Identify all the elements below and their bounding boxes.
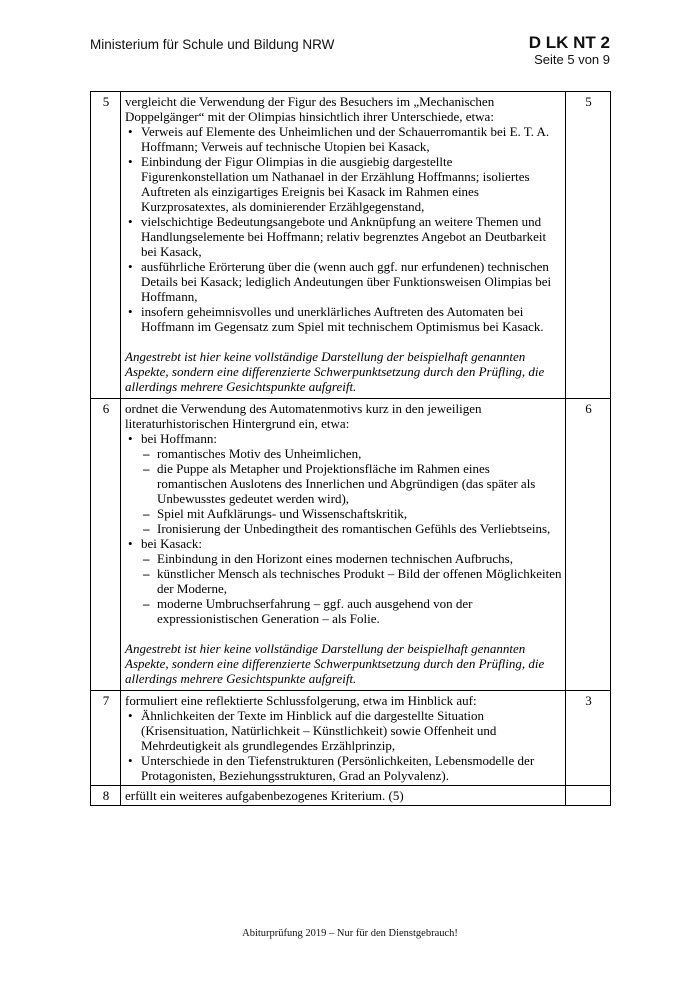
criterion-note: Angestrebt ist hier keine vollständige Darstellung der beispielhaft genannten Aspekte, sondern eine differenzierte Schwerpunktsetzung durch den Prüfling, die allerdings mehrere Gesichtspunkte aufgreift.: [125, 641, 545, 686]
list-item: • Verweis auf Elemente des Unheimlichen und der Schauerromantik bei E. T. A. Hoffmann; Verweis auf technische Utopien bei Kasack,: [125, 124, 562, 154]
criterion-row-5: [91, 92, 611, 399]
criterion-points: 5: [566, 92, 611, 399]
page-footer: Abiturprüfung 2019 – Nur für den Dienstgebrauch!: [242, 928, 458, 939]
list-item: [125, 431, 562, 536]
criterion-number: 7: [91, 691, 121, 786]
criterion-points: 3: [566, 691, 611, 786]
list-item: • Ähnlichkeiten der Texte im Hinblick auf die dargestellte Situation (Krisensituation, Natürlichkeit – Künstlichkeit) sowie Offenheit und Mehrdeutigkeit als grundlegendes Erzählprinzip,: [125, 708, 562, 753]
dash-list: [141, 551, 562, 626]
sub-item: – Spiel mit Aufklärungs- und Wissenschaftskritik,: [141, 506, 562, 521]
group-label: bei Kasack:: [141, 536, 203, 551]
document-code: D LK NT 2: [528, 33, 610, 52]
list-item: • insofern geheimnisvolles und unerklärliches Auftreten des Automaten bei Hoffmann im Gegensatz zum Spiel mit technischem Optimismus bei Kasack.: [125, 304, 562, 334]
document-header: [529, 33, 610, 67]
criterion-intro: ordnet die Verwendung des Automatenmotivs kurz in den jeweiligen literaturhistorischen Hintergrund ein, etwa:: [125, 401, 482, 431]
criterion-description: [121, 399, 566, 691]
sub-item: – Einbindung in den Horizont eines modernen technischen Aufbruchs,: [141, 551, 562, 566]
criterion-row-7: [91, 691, 611, 786]
criterion-note: Angestrebt ist hier keine vollständige Darstellung der beispielhaft genannten Aspekte, sondern eine differenzierte Schwerpunktsetzung durch den Prüfling, die allerdings mehrere Gesichtspunkte aufgreift.: [125, 349, 545, 394]
criterion-description: [121, 691, 566, 786]
sub-item: – Ironisierung der Unbedingtheit des romantischen Gefühls des Verliebtseins,: [141, 521, 562, 536]
ministry-name: Ministerium für Schule und Bildung NRW: [90, 37, 335, 52]
criterion-intro: vergleicht die Verwendung der Figur des Besuchers im „Mechanischen Doppelgänger“ mit der Olimpias hinsichtlich ihrer Unterschiede, etwa:: [125, 94, 495, 124]
list-item: • vielschichtige Bedeutungsangebote und Anknüpfung an weitere Themen und Handlungselemente bei Hoffmann; relativ begrenztes Angebot an Deutbarkeit bei Kasack,: [125, 214, 562, 259]
criterion-points: 6: [566, 399, 611, 691]
sub-item: – künstlicher Mensch als technisches Produkt – Bild der offenen Möglichkeiten der Moderne,: [141, 566, 562, 596]
sub-item: – die Puppe als Metapher und Projektionsfläche im Rahmen eines romantischen Auslotens des Innerlichen und Abgründigen (das später als Unbewusstes gedeutet werden wird),: [141, 461, 562, 506]
criterion-number: 5: [91, 92, 121, 399]
sub-item: – romantisches Motiv des Unheimlichen,: [141, 446, 562, 461]
criterion-row-8: [91, 786, 611, 806]
sub-item: – moderne Umbruchserfahrung – ggf. auch ausgehend von der expressionistischen Generation – als Folie.: [141, 596, 562, 626]
bullet-list: [125, 124, 562, 334]
criterion-description: [121, 92, 566, 399]
criterion-row-6: [91, 399, 611, 691]
criterion-points: [566, 786, 611, 806]
criterion-description: [121, 786, 566, 806]
criterion-number: 6: [91, 399, 121, 691]
criterion-number: 8: [91, 786, 121, 806]
criterion-intro: erfüllt ein weiteres aufgabenbezogenes Kriterium. (5): [125, 788, 404, 803]
list-item: • Einbindung der Figur Olimpias in die ausgiebig dargestellte Figurenkonstellation um Nathanael in der Erzählung Hoffmanns; isoliertes Auftreten als einzigartiges Ereignis bei Kasack im Rahmen eines Kurzprosatextes, als dominierender Erzählgegenstand,: [125, 154, 562, 214]
group-label: bei Hoffmann:: [141, 431, 217, 446]
list-item: [125, 536, 562, 626]
dash-list: [141, 446, 562, 536]
bullet-list: [125, 708, 562, 783]
page-indicator: Seite 5 von 9: [534, 52, 610, 67]
criteria-table: [90, 91, 611, 806]
list-item: • Unterschiede in den Tiefenstrukturen (Persönlichkeiten, Lebensmodelle der Protagonisten, Beziehungsstrukturen, Grad an Polyvalenz).: [125, 753, 562, 783]
bullet-list: [125, 431, 562, 626]
criterion-intro: formuliert eine reflektierte Schlussfolgerung, etwa im Hinblick auf:: [125, 693, 477, 708]
list-item: • ausführliche Erörterung über die (wenn auch ggf. nur erfundenen) technischen Details bei Kasack; lediglich Andeutungen über Funktionsweisen Olimpias bei Hoffmann,: [125, 259, 562, 304]
